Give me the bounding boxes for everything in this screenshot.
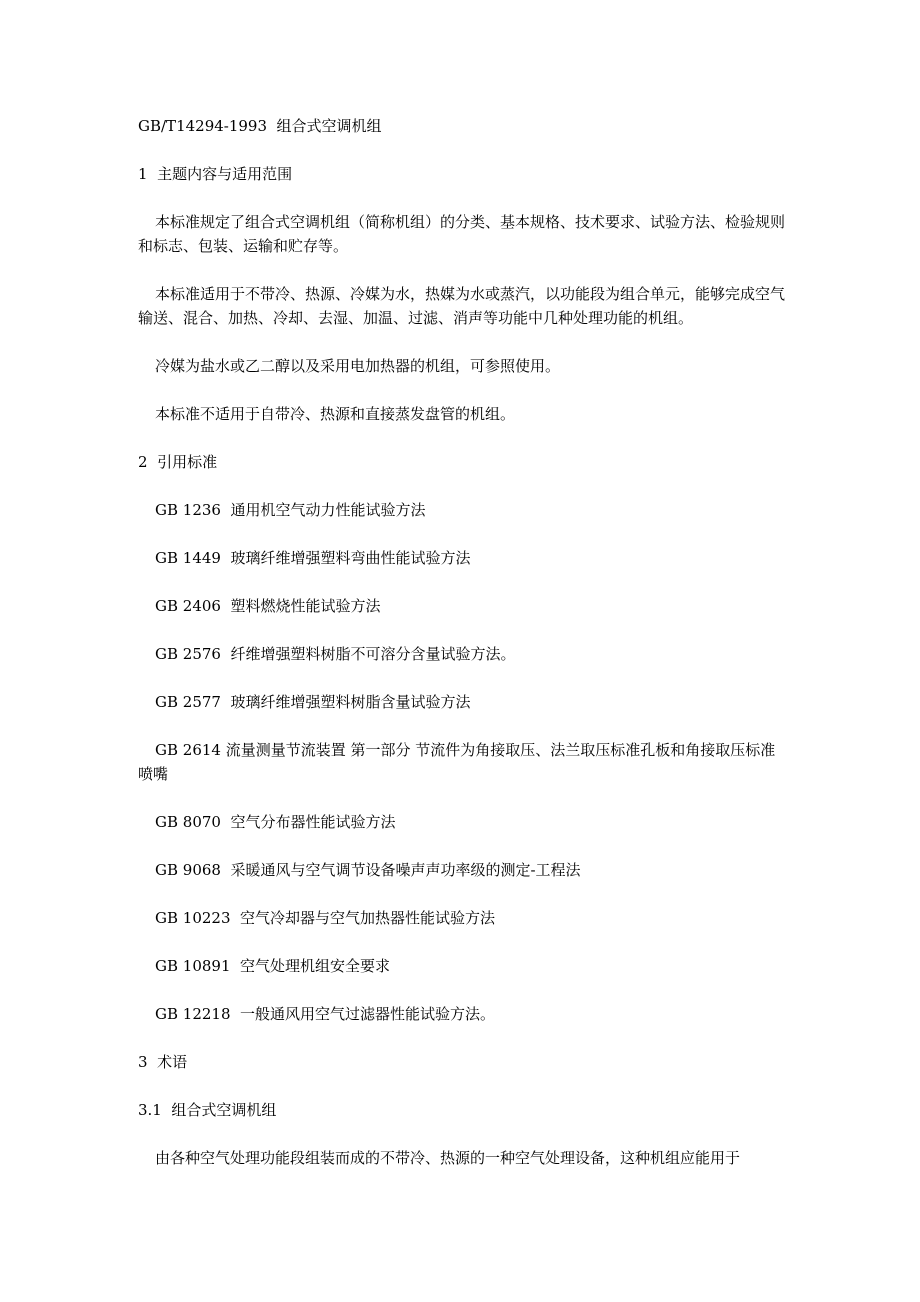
section-3-heading: 3 术语 xyxy=(138,1053,188,1071)
reference-item: GB 2406 塑料燃烧性能试验方法 xyxy=(155,597,381,615)
reference-item: GB 1236 通用机空气动力性能试验方法 xyxy=(155,501,426,519)
reference-item: GB 10223 空气冷却器与空气加热器性能试验方法 xyxy=(155,909,496,927)
section-3-1-paragraph-1: 由各种空气处理功能段组装而成的不带冷、热源的一种空气处理设备，这种机组应能用于 xyxy=(155,1149,741,1167)
reference-item: GB 2576 纤维增强塑料树脂不可溶分含量试验方法。 xyxy=(155,645,516,663)
section-1-heading: 1 主题内容与适用范围 xyxy=(138,165,293,183)
reference-item: GB 12218 一般通风用空气过滤器性能试验方法。 xyxy=(155,1005,496,1023)
section-3-1-heading: 3.1 组合式空调机组 xyxy=(138,1101,277,1119)
section-2-heading: 2 引用标准 xyxy=(138,453,218,471)
section-1-paragraph-2: 本标准适用于不带冷、热源、冷媒为水，热媒为水或蒸汽，以功能段为组合单元，能够完成空气输送、混合、加热、冷却、去湿、加温、过滤、消声等功能中几种处理功能的机组。 xyxy=(138,285,786,327)
reference-item: GB 1449 玻璃纤维增强塑料弯曲性能试验方法 xyxy=(155,549,471,567)
section-1-paragraph-3: 冷媒为盐水或乙二醇以及采用电加热器的机组，可参照使用。 xyxy=(155,357,561,375)
reference-item: GB 10891 空气处理机组安全要求 xyxy=(155,957,391,975)
section-1-paragraph-1: 本标准规定了组合式空调机组（简称机组）的分类、基本规格、技术要求、试验方法、检验规则和标志、包装、运输和贮存等。 xyxy=(138,213,786,255)
reference-item: GB 8070 空气分布器性能试验方法 xyxy=(155,813,396,831)
document-title: GB/T14294-1993 组合式空调机组 xyxy=(138,117,382,135)
reference-item: GB 9068 采暖通风与空气调节设备噪声声功率级的测定-工程法 xyxy=(155,861,581,879)
section-1-paragraph-4: 本标准不适用于自带冷、热源和直接蒸发盘管的机组。 xyxy=(155,405,516,423)
reference-item: GB 2577 玻璃纤维增强塑料树脂含量试验方法 xyxy=(155,693,471,711)
reference-item: GB 2614 流量测量节流装置 第一部分 节流件为角接取压、法兰取压标准孔板和角接取压标准喷嘴 xyxy=(138,741,776,783)
